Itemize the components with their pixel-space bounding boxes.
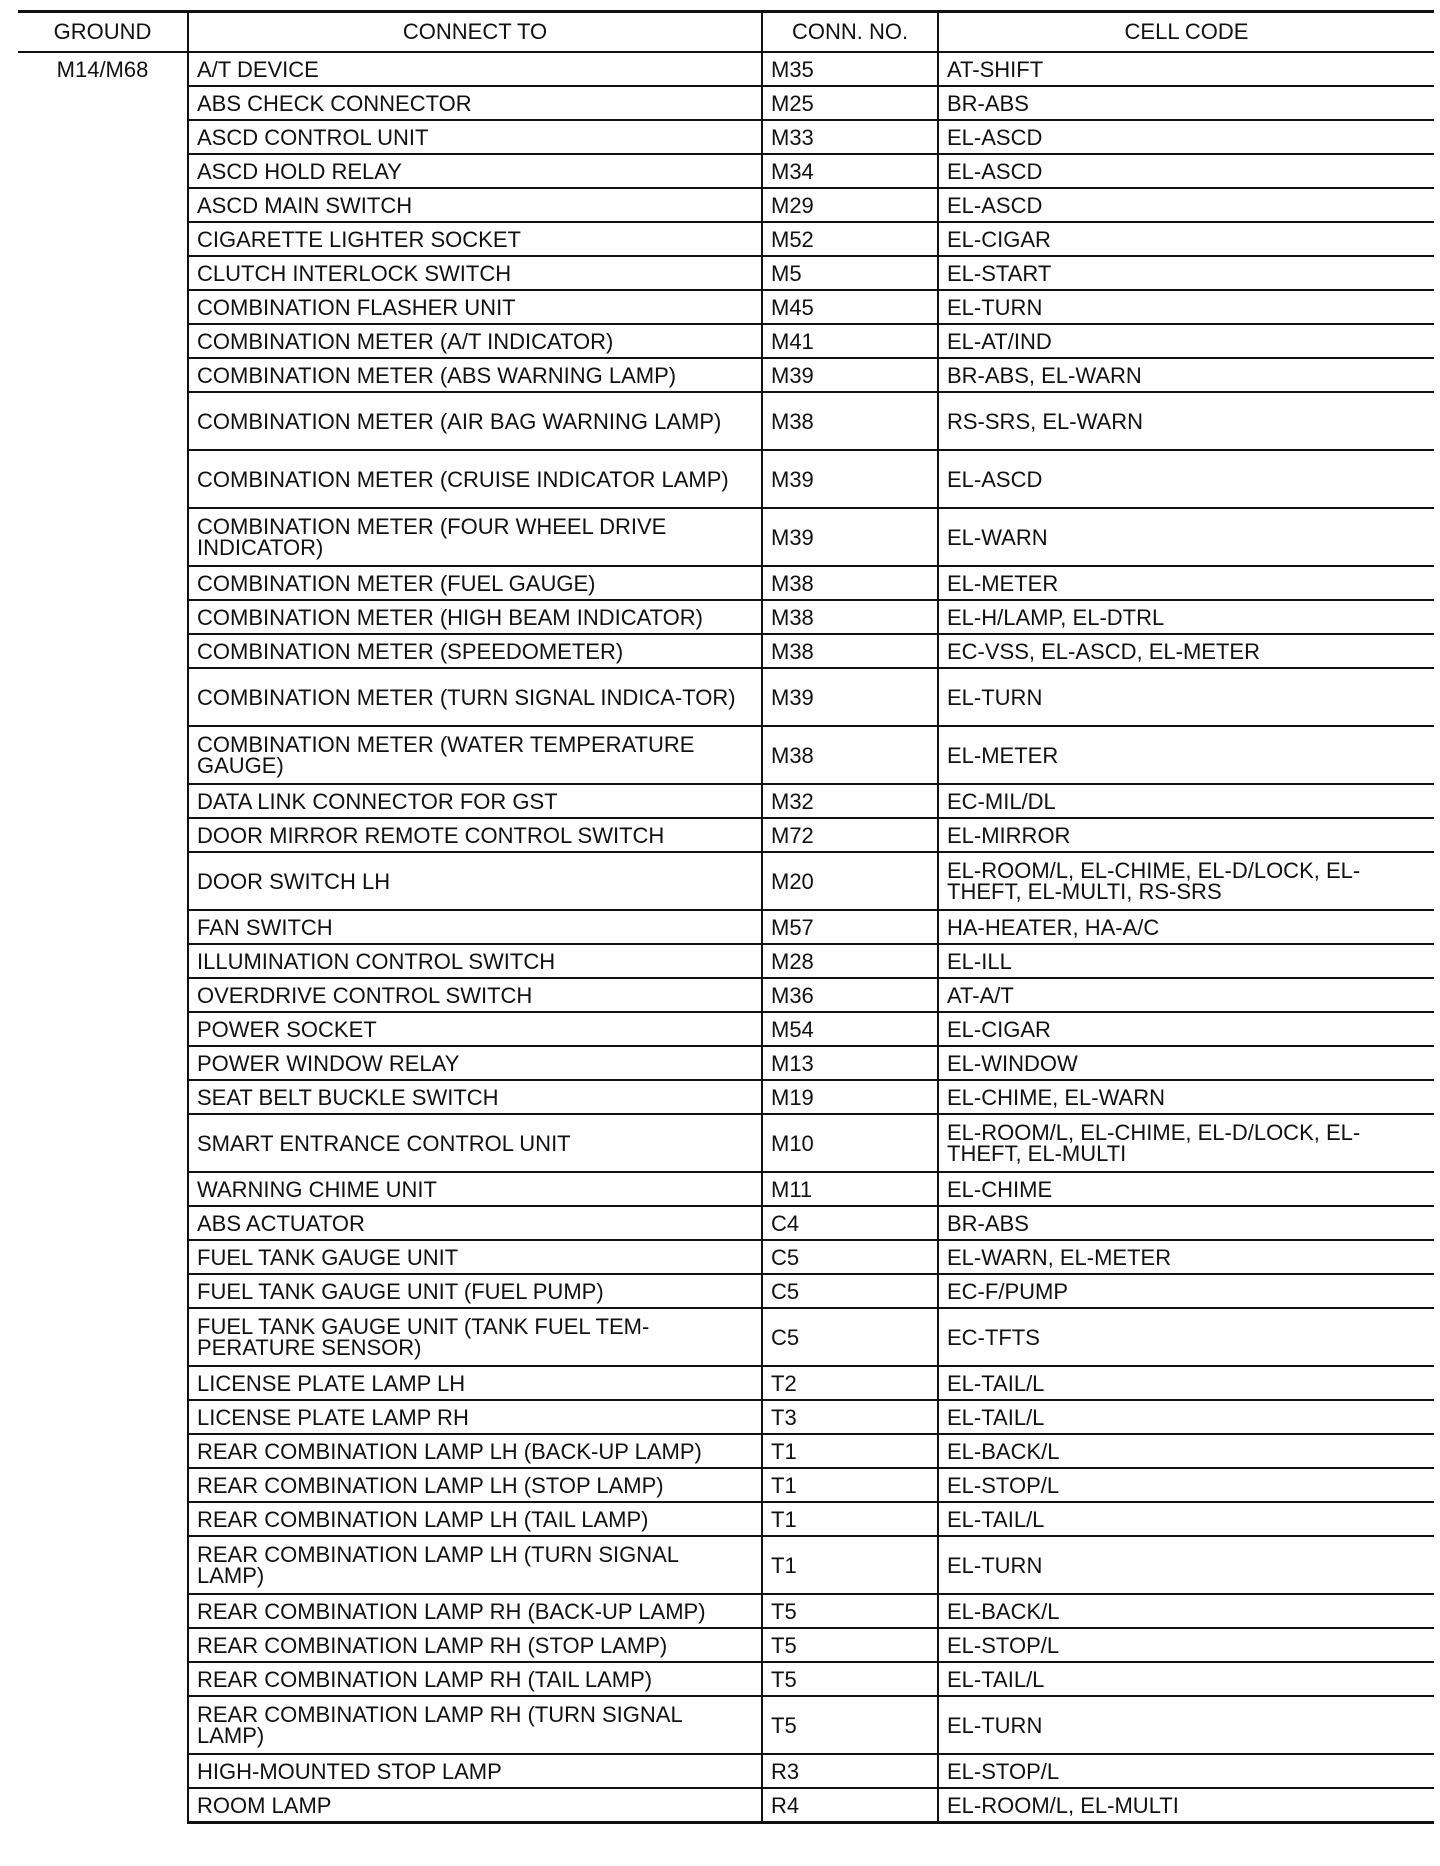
connect-to-cell: OVERDRIVE CONTROL SWITCH xyxy=(188,978,762,1012)
cell-code-cell: EL-ROOM/L, EL-MULTI xyxy=(938,1788,1434,1823)
connect-to-cell: A/T DEVICE xyxy=(188,52,762,86)
header-conn-no: CONN. NO. xyxy=(762,12,938,53)
cell-code-cell: EL-STOP/L xyxy=(938,1754,1434,1788)
connect-to-cell: DATA LINK CONNECTOR FOR GST xyxy=(188,784,762,818)
connect-to-cell: COMBINATION METER (FOUR WHEEL DRIVE INDICATOR) xyxy=(188,508,762,566)
connect-to-cell: ABS CHECK CONNECTOR xyxy=(188,86,762,120)
table-row xyxy=(18,120,1434,154)
connect-to-cell: REAR COMBINATION LAMP RH (BACK-UP LAMP) xyxy=(188,1594,762,1628)
connect-to-cell: POWER SOCKET xyxy=(188,1012,762,1046)
connect-to-cell: LICENSE PLATE LAMP RH xyxy=(188,1400,762,1434)
conn-no-cell: M33 xyxy=(762,120,938,154)
table-row xyxy=(18,450,1434,508)
connect-to-cell: DOOR SWITCH LH xyxy=(188,852,762,910)
cell-code-cell: EL-STOP/L xyxy=(938,1628,1434,1662)
table-row xyxy=(18,1114,1434,1172)
cell-code-cell: EL-METER xyxy=(938,566,1434,600)
table-row xyxy=(18,1012,1434,1046)
conn-no-cell: M54 xyxy=(762,1012,938,1046)
connect-to-cell: DOOR MIRROR REMOTE CONTROL SWITCH xyxy=(188,818,762,852)
conn-no-cell: M39 xyxy=(762,508,938,566)
connect-to-cell: CIGARETTE LIGHTER SOCKET xyxy=(188,222,762,256)
table-row xyxy=(18,1206,1434,1240)
conn-no-cell: M25 xyxy=(762,86,938,120)
table-row xyxy=(18,1434,1434,1468)
cell-code-cell: EL-MIRROR xyxy=(938,818,1434,852)
table-row xyxy=(18,1628,1434,1662)
cell-code-cell: EL-WARN, EL-METER xyxy=(938,1240,1434,1274)
connect-to-cell: COMBINATION METER (SPEEDOMETER) xyxy=(188,634,762,668)
table-row xyxy=(18,944,1434,978)
conn-no-cell: T1 xyxy=(762,1434,938,1468)
connect-to-cell: REAR COMBINATION LAMP LH (BACK-UP LAMP) xyxy=(188,1434,762,1468)
connect-to-cell: FAN SWITCH xyxy=(188,910,762,944)
conn-no-cell: T1 xyxy=(762,1502,938,1536)
connect-to-cell: ASCD MAIN SWITCH xyxy=(188,188,762,222)
cell-code-cell: EL-TURN xyxy=(938,1536,1434,1594)
table-row xyxy=(18,1502,1434,1536)
connect-to-cell: WARNING CHIME UNIT xyxy=(188,1172,762,1206)
connect-to-cell: COMBINATION METER (ABS WARNING LAMP) xyxy=(188,358,762,392)
table-row xyxy=(18,818,1434,852)
cell-code-cell: EL-TAIL/L xyxy=(938,1502,1434,1536)
cell-code-cell: EL-STOP/L xyxy=(938,1468,1434,1502)
conn-no-cell: T5 xyxy=(762,1662,938,1696)
ground-connection-table xyxy=(18,10,1434,1824)
connect-to-cell: ABS ACTUATOR xyxy=(188,1206,762,1240)
conn-no-cell: M45 xyxy=(762,290,938,324)
cell-code-cell: RS-SRS, EL-WARN xyxy=(938,392,1434,450)
header-connect-to: CONNECT TO xyxy=(188,12,762,53)
conn-no-cell: M13 xyxy=(762,1046,938,1080)
cell-code-cell: EL-ASCD xyxy=(938,450,1434,508)
connect-to-cell: REAR COMBINATION LAMP RH (TURN SIGNAL LAMP) xyxy=(188,1696,762,1754)
connect-to-cell: COMBINATION METER (FUEL GAUGE) xyxy=(188,566,762,600)
conn-no-cell: C4 xyxy=(762,1206,938,1240)
cell-code-cell: EC-VSS, EL-ASCD, EL-METER xyxy=(938,634,1434,668)
table-header xyxy=(18,12,1434,53)
cell-code-cell: EL-TURN xyxy=(938,668,1434,726)
header-ground: GROUND xyxy=(18,12,188,53)
conn-no-cell: M35 xyxy=(762,52,938,86)
table-row xyxy=(18,1080,1434,1114)
connect-to-cell: SMART ENTRANCE CONTROL UNIT xyxy=(188,1114,762,1172)
conn-no-cell: T5 xyxy=(762,1628,938,1662)
conn-no-cell: T1 xyxy=(762,1468,938,1502)
connect-to-cell: FUEL TANK GAUGE UNIT (TANK FUEL TEM-PERATURE SENSOR) xyxy=(188,1308,762,1366)
conn-no-cell: C5 xyxy=(762,1308,938,1366)
conn-no-cell: M39 xyxy=(762,668,938,726)
connect-to-cell: ILLUMINATION CONTROL SWITCH xyxy=(188,944,762,978)
table-row xyxy=(18,508,1434,566)
connect-to-cell: LICENSE PLATE LAMP LH xyxy=(188,1366,762,1400)
table-row xyxy=(18,1696,1434,1754)
cell-code-cell: EL-ROOM/L, EL-CHIME, EL-D/LOCK, EL-THEFT, EL-MULTI xyxy=(938,1114,1434,1172)
cell-code-cell: AT-SHIFT xyxy=(938,52,1434,86)
conn-no-cell: T1 xyxy=(762,1536,938,1594)
table-row xyxy=(18,1308,1434,1366)
cell-code-cell: EL-CHIME xyxy=(938,1172,1434,1206)
conn-no-cell: T3 xyxy=(762,1400,938,1434)
conn-no-cell: M39 xyxy=(762,450,938,508)
cell-code-cell: EL-BACK/L xyxy=(938,1594,1434,1628)
connect-to-cell: POWER WINDOW RELAY xyxy=(188,1046,762,1080)
conn-no-cell: M10 xyxy=(762,1114,938,1172)
conn-no-cell: M38 xyxy=(762,634,938,668)
conn-no-cell: M34 xyxy=(762,154,938,188)
conn-no-cell: M29 xyxy=(762,188,938,222)
cell-code-cell: EL-CIGAR xyxy=(938,222,1434,256)
table-row xyxy=(18,600,1434,634)
table-row xyxy=(18,634,1434,668)
header-row xyxy=(18,12,1434,53)
conn-no-cell: M52 xyxy=(762,222,938,256)
table-row xyxy=(18,188,1434,222)
table-row xyxy=(18,910,1434,944)
conn-no-cell: M38 xyxy=(762,566,938,600)
conn-no-cell: M72 xyxy=(762,818,938,852)
cell-code-cell: EL-START xyxy=(938,256,1434,290)
table-row xyxy=(18,1240,1434,1274)
table-body xyxy=(18,52,1434,1823)
connect-to-cell: ROOM LAMP xyxy=(188,1788,762,1823)
cell-code-cell: EC-TFTS xyxy=(938,1308,1434,1366)
cell-code-cell: EL-TAIL/L xyxy=(938,1366,1434,1400)
conn-no-cell: M36 xyxy=(762,978,938,1012)
conn-no-cell: M19 xyxy=(762,1080,938,1114)
connect-to-cell: COMBINATION METER (A/T INDICATOR) xyxy=(188,324,762,358)
header-cell-code: CELL CODE xyxy=(938,12,1434,53)
table-row xyxy=(18,392,1434,450)
table-row xyxy=(18,1046,1434,1080)
conn-no-cell: M32 xyxy=(762,784,938,818)
cell-code-cell: HA-HEATER, HA-A/C xyxy=(938,910,1434,944)
conn-no-cell: T5 xyxy=(762,1594,938,1628)
cell-code-cell: EC-MIL/DL xyxy=(938,784,1434,818)
cell-code-cell: EL-ROOM/L, EL-CHIME, EL-D/LOCK, EL-THEFT, EL-MULTI, RS-SRS xyxy=(938,852,1434,910)
table-row xyxy=(18,324,1434,358)
cell-code-cell: EL-AT/IND xyxy=(938,324,1434,358)
table-row xyxy=(18,154,1434,188)
table-row xyxy=(18,566,1434,600)
conn-no-cell: M41 xyxy=(762,324,938,358)
cell-code-cell: EL-ILL xyxy=(938,944,1434,978)
table-row xyxy=(18,1468,1434,1502)
table-row xyxy=(18,256,1434,290)
cell-code-cell: EL-WINDOW xyxy=(938,1046,1434,1080)
cell-code-cell: EL-TURN xyxy=(938,1696,1434,1754)
conn-no-cell: M57 xyxy=(762,910,938,944)
connect-to-cell: COMBINATION METER (CRUISE INDICATOR LAMP) xyxy=(188,450,762,508)
cell-code-cell: EL-TAIL/L xyxy=(938,1662,1434,1696)
connect-to-cell: ASCD CONTROL UNIT xyxy=(188,120,762,154)
conn-no-cell: C5 xyxy=(762,1240,938,1274)
table-row xyxy=(18,290,1434,324)
cell-code-cell: AT-A/T xyxy=(938,978,1434,1012)
table-row xyxy=(18,1788,1434,1823)
table-row xyxy=(18,86,1434,120)
table-row xyxy=(18,726,1434,784)
connect-to-cell: SEAT BELT BUCKLE SWITCH xyxy=(188,1080,762,1114)
conn-no-cell: M38 xyxy=(762,600,938,634)
cell-code-cell: EL-WARN xyxy=(938,508,1434,566)
connect-to-cell: REAR COMBINATION LAMP RH (STOP LAMP) xyxy=(188,1628,762,1662)
table-row xyxy=(18,1274,1434,1308)
conn-no-cell: T2 xyxy=(762,1366,938,1400)
table-row xyxy=(18,1754,1434,1788)
cell-code-cell: EL-TAIL/L xyxy=(938,1400,1434,1434)
ground-distribution-sheet xyxy=(18,10,1434,1824)
table-row xyxy=(18,978,1434,1012)
connect-to-cell: REAR COMBINATION LAMP RH (TAIL LAMP) xyxy=(188,1662,762,1696)
conn-no-cell: M38 xyxy=(762,392,938,450)
cell-code-cell: BR-ABS xyxy=(938,1206,1434,1240)
table-row xyxy=(18,1400,1434,1434)
cell-code-cell: EL-TURN xyxy=(938,290,1434,324)
connect-to-cell: COMBINATION METER (WATER TEMPERATURE GAUGE) xyxy=(188,726,762,784)
table-row xyxy=(18,1536,1434,1594)
connect-to-cell: CLUTCH INTERLOCK SWITCH xyxy=(188,256,762,290)
cell-code-cell: EC-F/PUMP xyxy=(938,1274,1434,1308)
conn-no-cell: M39 xyxy=(762,358,938,392)
table-row xyxy=(18,222,1434,256)
connect-to-cell: REAR COMBINATION LAMP LH (STOP LAMP) xyxy=(188,1468,762,1502)
connect-to-cell: COMBINATION METER (TURN SIGNAL INDICA-TOR) xyxy=(188,668,762,726)
connect-to-cell: REAR COMBINATION LAMP LH (TAIL LAMP) xyxy=(188,1502,762,1536)
table-row xyxy=(18,52,1434,86)
table-row xyxy=(18,668,1434,726)
cell-code-cell: EL-CIGAR xyxy=(938,1012,1434,1046)
conn-no-cell: R3 xyxy=(762,1754,938,1788)
conn-no-cell: T5 xyxy=(762,1696,938,1754)
table-row xyxy=(18,358,1434,392)
cell-code-cell: BR-ABS xyxy=(938,86,1434,120)
ground-cell: M14/M68 xyxy=(18,52,188,1823)
cell-code-cell: EL-ASCD xyxy=(938,188,1434,222)
cell-code-cell: EL-BACK/L xyxy=(938,1434,1434,1468)
conn-no-cell: C5 xyxy=(762,1274,938,1308)
conn-no-cell: M5 xyxy=(762,256,938,290)
connect-to-cell: FUEL TANK GAUGE UNIT (FUEL PUMP) xyxy=(188,1274,762,1308)
cell-code-cell: BR-ABS, EL-WARN xyxy=(938,358,1434,392)
table-row xyxy=(18,1662,1434,1696)
table-row xyxy=(18,852,1434,910)
table-row xyxy=(18,1594,1434,1628)
connect-to-cell: FUEL TANK GAUGE UNIT xyxy=(188,1240,762,1274)
conn-no-cell: R4 xyxy=(762,1788,938,1823)
connect-to-cell: REAR COMBINATION LAMP LH (TURN SIGNAL LAMP) xyxy=(188,1536,762,1594)
connect-to-cell: COMBINATION METER (AIR BAG WARNING LAMP) xyxy=(188,392,762,450)
conn-no-cell: M28 xyxy=(762,944,938,978)
table-row xyxy=(18,1366,1434,1400)
cell-code-cell: EL-CHIME, EL-WARN xyxy=(938,1080,1434,1114)
connect-to-cell: COMBINATION FLASHER UNIT xyxy=(188,290,762,324)
conn-no-cell: M38 xyxy=(762,726,938,784)
cell-code-cell: EL-ASCD xyxy=(938,154,1434,188)
conn-no-cell: M20 xyxy=(762,852,938,910)
table-row xyxy=(18,1172,1434,1206)
table-row xyxy=(18,784,1434,818)
cell-code-cell: EL-ASCD xyxy=(938,120,1434,154)
cell-code-cell: EL-METER xyxy=(938,726,1434,784)
connect-to-cell: ASCD HOLD RELAY xyxy=(188,154,762,188)
conn-no-cell: M11 xyxy=(762,1172,938,1206)
cell-code-cell: EL-H/LAMP, EL-DTRL xyxy=(938,600,1434,634)
connect-to-cell: COMBINATION METER (HIGH BEAM INDICATOR) xyxy=(188,600,762,634)
connect-to-cell: HIGH-MOUNTED STOP LAMP xyxy=(188,1754,762,1788)
